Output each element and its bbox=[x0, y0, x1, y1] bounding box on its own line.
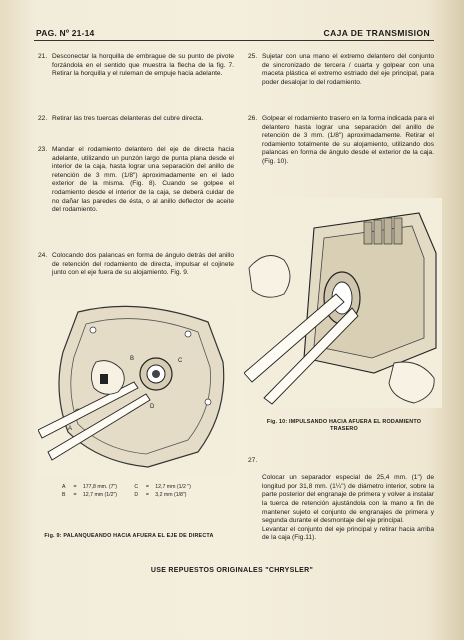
step-22 bbox=[38, 115, 234, 124]
legend-key: A bbox=[62, 484, 66, 490]
step-text: Colocar un separador especial de 25,4 mm. (1") de longitud por 31,8 mm. (1¼") de diámetro interior, sobre la parte posterior del engranaje de primera y volver a instalar la tuerca de retención ajustándola con la mano a fin de mantener sujeto el conjunto de engranajes de primera y segunda durante el desmontaje del eje principal. Levantar el conjunto del eje principal y retirar hacia arriba de la caja (Fig.11). bbox=[262, 474, 434, 542]
fig9-caption: Fig. 9: PALANQUEANDO HACIA AFUERA EL EJE DE DIRECTA bbox=[44, 533, 214, 539]
step-number: 27. bbox=[248, 457, 258, 464]
step-text: Desconectar la horquilla de embrague de su punto de pivote forzándola en el sentido que muestra la flecha de la fig. 7. Retirar la horquilla y el ruleman de empuje hacia adelante. bbox=[52, 53, 234, 78]
step-text: Retirar las tres tuercas delanteras del cubre directa. bbox=[52, 115, 204, 122]
legend-key: C bbox=[134, 484, 139, 490]
step-text: Colocando dos palancas en forma de ángulo detrás del anillo de retención del rodamiento de directa, impulsar el cojinete junto con el eje fuera de su alojamiento. Fig. 9. bbox=[52, 252, 234, 277]
legend-row: B = 12,7 mm (1/2") D = 3,2 mm (1/8") bbox=[62, 491, 187, 498]
step-text: Mandar el rodamiento delantero del eje de directa hacia adelante, utilizando un punzón largo de punta plana desde el interior de la caja, hasta lograr una separación del anillo de retención de 3 mm. (1/8") aproximadamente en el lado exterior de la misma. (Fig. 8). Cuando se golpee el rodamiento desde el interior de la caja, se deberá cuidar de no dañar las paredes de ésta, o al anillo deflector de aceite del rodamiento. bbox=[52, 146, 234, 214]
legend-key: B bbox=[62, 491, 66, 498]
step-text: Golpear el rodamiento trasero en la forma indicada para el delantero hasta lograr una separación del anillo de retención de 3 mm. (1/8") aproximadamente. Retirar el rodamiento totalmente de su alojamiento, utilizando dos palancas en forma de ángulo desde el exterior de la caja. (Fig. 10). bbox=[262, 115, 434, 165]
fig10-illustration bbox=[244, 198, 442, 408]
step-number: 25. bbox=[248, 53, 258, 60]
step-text: Sujetar con una mano el extremo delantero del conjunto de sincronizado de tercera / cuarta y golpear con una maceta plástica el extremo estriado del eje principal, para poder desalojar lo del rodamiento. bbox=[262, 53, 434, 86]
svg-text:C: C bbox=[178, 358, 183, 364]
header-divider bbox=[34, 40, 434, 41]
page-number: PAG. Nº 21-14 bbox=[36, 28, 95, 38]
step-21 bbox=[38, 53, 234, 79]
step-number: 22. bbox=[38, 115, 48, 122]
step-25 bbox=[248, 53, 434, 87]
legend-value: 177,8 mm. (7") bbox=[82, 484, 118, 490]
step-number: 23. bbox=[38, 146, 48, 153]
svg-text:B: B bbox=[130, 356, 135, 362]
legend-value: 3,2 mm (1/8") bbox=[155, 491, 187, 498]
page-footer: USE REPUESTOS ORIGINALES "CHRYSLER" bbox=[150, 567, 314, 574]
legend-value: 12,7 mm (1/2") bbox=[82, 491, 118, 498]
step-number: 21. bbox=[38, 53, 48, 60]
step-26 bbox=[248, 115, 434, 167]
legend-value: 12,7 mm (1/2 ") bbox=[155, 484, 191, 490]
legend-key: D bbox=[134, 491, 139, 498]
section-title: CAJA DE TRANSMISION bbox=[323, 28, 430, 38]
fig9-legend bbox=[62, 484, 222, 499]
svg-text:D: D bbox=[150, 404, 155, 410]
fig10-caption: Fig. 10: IMPULSANDO HACIA AFUERA EL RODAMIENTO TRASERO bbox=[266, 419, 422, 432]
step-number: 24. bbox=[38, 252, 48, 259]
step-24 bbox=[38, 252, 234, 278]
step-23 bbox=[38, 146, 234, 215]
svg-text:A: A bbox=[68, 426, 73, 432]
legend-row: A = 177,8 mm. (7") C = 12,7 mm (1/2 ") bbox=[62, 484, 191, 490]
fig9-illustration bbox=[38, 302, 234, 477]
step-number: 26. bbox=[248, 115, 258, 122]
step-27 bbox=[248, 457, 434, 552]
